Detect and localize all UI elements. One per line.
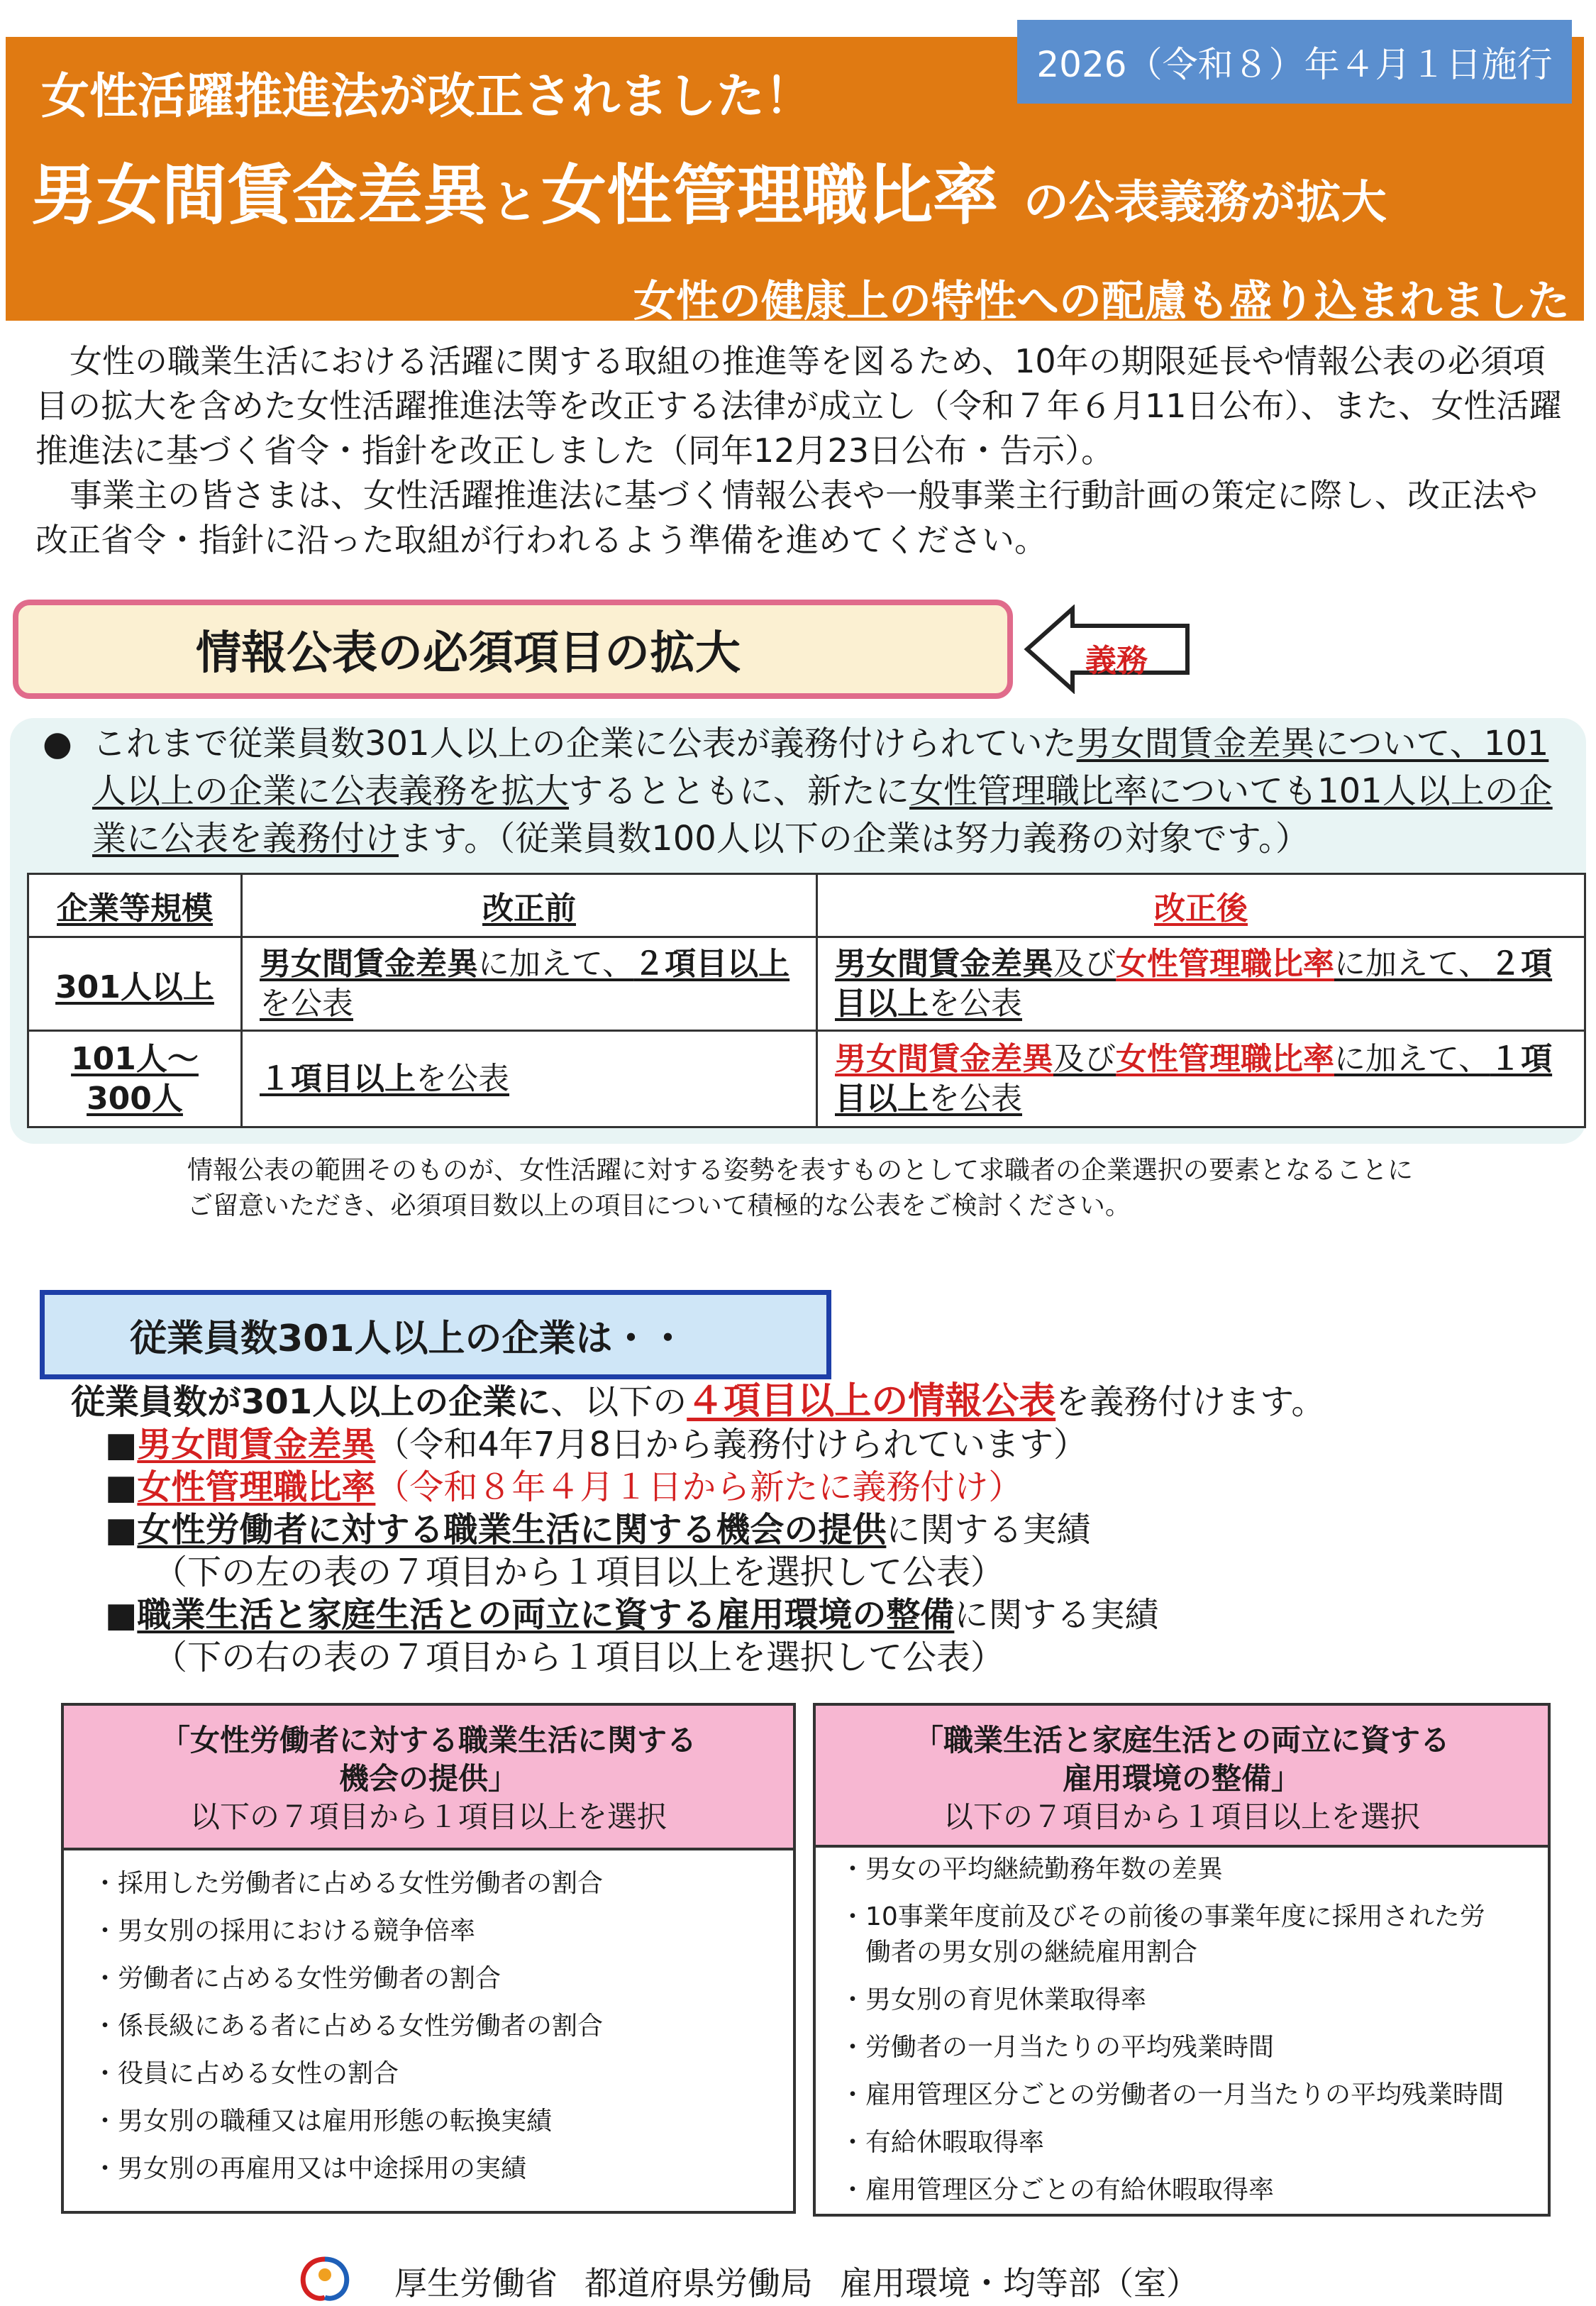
item-label: 女性管理職比率 (137, 1467, 376, 1507)
list-item: ・係長級にある者に占める女性労働者の割合 (92, 2012, 604, 2041)
section2-title: 従業員数301人以上の企業は・・ (40, 1290, 831, 1379)
row-before (242, 1031, 817, 1127)
list-item: ・採用した労働者に占める女性労働者の割合 (92, 1869, 604, 1898)
item-label: 女性労働者に対する職業生活に関する機会の提供 (137, 1510, 887, 1550)
note-line: ご留意いただき、必須項目数以上の項目について積極的な公表をご検討ください。 (187, 1191, 1131, 1220)
footer (394, 2258, 1199, 2305)
list-item: 働者の男女別の継続雇用割合 (840, 1938, 1198, 1967)
list-item: ・男女別の採用における競争倍率 (92, 1916, 476, 1946)
col-before: 改正前 (242, 874, 817, 937)
body-segment: これまで従業員数301人以上の企業に公表が義務付けられていた (92, 724, 1077, 763)
lead-segment: を義務付けます。 (1055, 1382, 1326, 1422)
section1-body (43, 720, 1568, 863)
left-box-header (61, 1703, 796, 1850)
row-size (28, 1031, 242, 1127)
right-box-list (840, 1852, 1504, 2208)
footer-org: 厚生労働省 (394, 2264, 558, 2302)
list-item (71, 1508, 1575, 1551)
cell-segment: を公表 (416, 1060, 509, 1097)
list-item (71, 1466, 1575, 1508)
mhlw-logo-icon (297, 2253, 353, 2303)
body-underlined: 女性管理職比率についても101人以上の企業に公表を義務付け (92, 771, 1553, 859)
cell-segment: に加えて、 (478, 945, 634, 982)
list-item: ・有給休暇取得率 (840, 2128, 1045, 2157)
effective-date-badge: 2026（令和８）年４月１日施行 (1017, 20, 1572, 104)
list-item (71, 1423, 1575, 1466)
header-subtitle: 女性の健康上の特性への配慮も盛り込まれました (633, 277, 1570, 326)
footer-org: 雇用環境・均等部（室） (840, 2264, 1199, 2302)
lead-segment: 従業員数が301人以上の企業に (71, 1382, 551, 1422)
item-note: に関する実績 (886, 1510, 1091, 1550)
header-title (31, 143, 1387, 237)
intro-paragraph-1: 女性の職業生活における活躍に関する取組の推進等を図るため、10年の期限延長や情報公表の必須項目の拡大を含めた女性活躍推進法等を改正する法律が成立し（令和７年６月11日公布）、また、女性活躍推進法に基づく省令・指針を改正しました（同年12月23日公布・告示）。 (35, 342, 1562, 470)
list-item: ・男女別の育児休業取得率 (840, 1985, 1147, 2014)
footer-org: 都道府県労働局 (584, 2264, 813, 2302)
intro-text (35, 339, 1568, 563)
list-item: ・男女の平均継続勤務年数の差異 (840, 1855, 1224, 1884)
lead-segment: 、以下の (550, 1382, 687, 1422)
bullet-icon: ● (43, 724, 72, 763)
cell-segment: を公表 (260, 985, 353, 1022)
obligation-label: 義務 (1085, 643, 1148, 679)
cell-segment: 300人 (87, 1080, 183, 1117)
cell-segment: を公表 (929, 1080, 1022, 1117)
item-note: に関する実績 (954, 1595, 1159, 1635)
item-note: （令和８年４月１日から新たに義務付け） (375, 1467, 1023, 1507)
list-item: ・雇用管理区分ごとの有給休暇取得率 (840, 2175, 1275, 2205)
list-item: ・男女別の職種又は雇用形態の転換実績 (92, 2107, 553, 2136)
item-sub: （下の左の表の７項目から１項目以上を選択して公表） (153, 1552, 1005, 1592)
body-segment: するとともに、新たに (569, 771, 910, 811)
box-head-line: 以下の７項目から１項目以上を選択 (189, 1799, 667, 1834)
square-bullet-icon: ■ (105, 1467, 138, 1507)
table-row (28, 1031, 1585, 1127)
cell-segment: 101人～ (71, 1040, 199, 1077)
box-head-line: 「女性労働者に対する職業生活に関する (160, 1723, 697, 1758)
cell-segment: ２項目以上 (835, 945, 1553, 1022)
cell-segment: 女性管理職比率 (1116, 945, 1334, 982)
square-bullet-icon: ■ (105, 1425, 138, 1464)
item-label: 職業生活と家庭生活との両立に資する雇用環境の整備 (137, 1595, 955, 1635)
cell-segment: 男女間賃金差異 (260, 945, 478, 982)
cell-segment: １項目以上 (835, 1040, 1553, 1117)
header-line1: 女性活躍推進法が改正されました！ (41, 69, 814, 125)
square-bullet-icon: ■ (105, 1595, 138, 1635)
list-item: ・労働者の一月当たりの平均残業時間 (840, 2033, 1275, 2062)
right-box-header (813, 1703, 1551, 1848)
list-item: ・役員に占める女性の割合 (92, 2059, 399, 2088)
body-underlined: 男女間賃金差異について、101人以上の企業に公表義務を拡大 (92, 724, 1549, 811)
cell-segment: 男女間賃金差異 (835, 1040, 1053, 1077)
list-item: ・雇用管理区分ごとの労働者の一月当たりの平均残業時間 (840, 2080, 1504, 2109)
title-manager-ratio: 女性管理職比率 (541, 158, 999, 233)
lead-emphasis: ４項目以上の情報公表 (687, 1380, 1056, 1423)
row-before (242, 937, 817, 1031)
list-item: ・労働者に占める女性労働者の割合 (92, 1964, 501, 1993)
section2-body (71, 1380, 1575, 1679)
item-note: （令和4年7月8日から義務付けられています） (375, 1425, 1087, 1464)
col-size: 企業等規模 (28, 874, 242, 937)
title-and: と (492, 177, 538, 229)
row-size: 301人以上 (28, 937, 242, 1031)
col-after: 改正後 (817, 874, 1585, 937)
left-box-list (92, 1866, 603, 2187)
note-line: 情報公表の範囲そのものが、女性活躍に対する姿勢を表すものとして求職者の企業選択の要素となることに (187, 1156, 1414, 1185)
box-head-line: 雇用環境の整備」 (1062, 1761, 1301, 1796)
list-item: ・10事業年度前及びその前後の事業年度に採用された労 (840, 1902, 1485, 1931)
body-segment: ます。（従業員数100人以下の企業は努力義務の対象です。） (399, 819, 1309, 859)
table-row (28, 937, 1585, 1031)
box-head-line: 機会の提供」 (338, 1761, 518, 1796)
cell-segment: 女性管理職比率 (1116, 1040, 1334, 1077)
section2-lead (71, 1380, 1575, 1423)
title-suffix: の公表義務が拡大 (1023, 177, 1387, 229)
cell-segment: を公表 (929, 985, 1022, 1022)
table-header-row (28, 874, 1585, 937)
row-after (817, 937, 1585, 1031)
row-after (817, 1031, 1585, 1127)
square-bullet-icon: ■ (105, 1510, 138, 1550)
cell-segment: 男女間賃金差異 (835, 945, 1053, 982)
cell-segment: に加えて、 (1334, 1040, 1490, 1077)
disclosure-table (27, 873, 1586, 1128)
cell-segment: ２項目以上 (633, 945, 790, 982)
list-item: ・男女別の再雇用又は中途採用の実績 (92, 2154, 527, 2183)
item-label: 男女間賃金差異 (137, 1425, 376, 1464)
cell-segment: 及び (1053, 945, 1116, 982)
cell-segment: 及び (1053, 1040, 1116, 1077)
cell-segment: に加えて、 (1334, 945, 1490, 982)
cell-segment: １項目以上 (260, 1060, 416, 1097)
item-sub: （下の右の表の７項目から１項目以上を選択して公表） (153, 1638, 1005, 1677)
section1-note (187, 1153, 1535, 1224)
box-head-line: 「職業生活と家庭生活との両立に資する (913, 1723, 1450, 1758)
section1-title: 情報公表の必須項目の拡大 (13, 600, 1013, 699)
intro-paragraph-2: 事業主の皆さまは、女性活躍推進法に基づく情報公表や一般事業主行動計画の策定に際し、改正法や改正省令・指針に沿った取組が行われるよう準備を進めてください。 (35, 476, 1538, 559)
box-head-line: 以下の７項目から１項目以上を選択 (943, 1799, 1420, 1834)
list-item (71, 1594, 1575, 1636)
title-wage-gap: 男女間賃金差異 (31, 158, 489, 233)
